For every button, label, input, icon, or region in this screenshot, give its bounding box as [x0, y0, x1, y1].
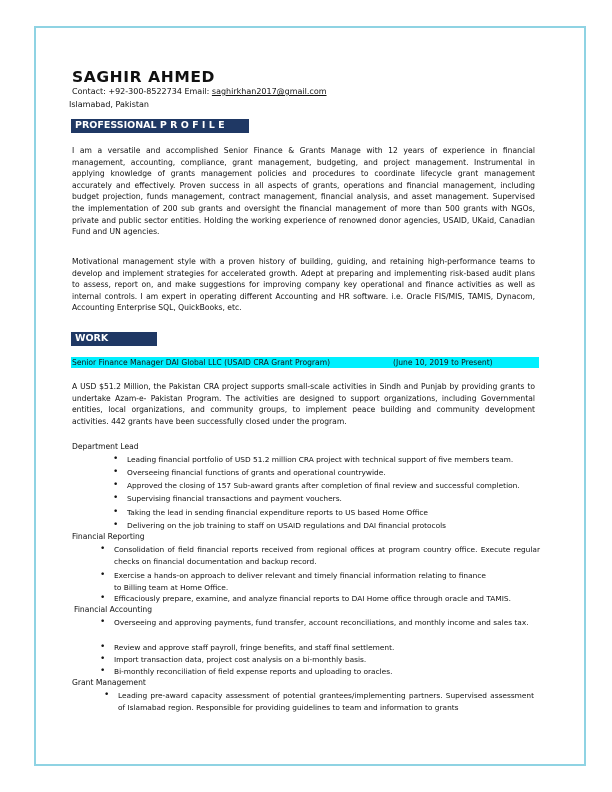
- candidate-name: SAGHIR AHMED: [72, 68, 215, 86]
- job-title-bar: [71, 357, 539, 368]
- list-item: • Import transaction data, project cost analysis on a bi-monthly basis.: [114, 654, 540, 666]
- list-item: • Exercise a hands-on approach to deliver relevant and timely financial information relating to finance to Billing team at Home Office.: [114, 570, 494, 593]
- list-item: • Approved the closing of 157 Sub-award grants after completion of final review and successful completion.: [127, 480, 547, 492]
- financial-reporting-label: Financial Reporting: [72, 532, 145, 541]
- list-item: • Delivering on the job training to staff on USAID regulations and DAI financial protocols: [127, 520, 537, 532]
- list-item: • Supervising financial transactions and payment vouchers.: [127, 493, 537, 505]
- department-lead-label: Department Lead: [72, 442, 139, 451]
- list-item: • Efficaciously prepare, examine, and analyze financial reports to DAI Home office through oracle and TAMIS.: [114, 593, 540, 605]
- job-summary: A USD $51.2 Million, the Pakistan CRA project supports small-scale activities in Sindh and Punjab by providing grants to undertake Azam-e- Pakistan Program. The activities are designed to support organizations, including Governmental entities, local organizations, and community groups, to implement peace building and community development activities. 442 grants have been successfully closed under the program.: [72, 382, 535, 426]
- profile-heading: PROFESSIONAL P R O F I L E: [71, 119, 249, 133]
- work-history-heading: WORK HISTORY: [71, 332, 157, 346]
- location: Islamabad, Pakistan: [69, 100, 149, 109]
- contact-phone: Contact: +92-300-8522734 Email:: [72, 87, 212, 96]
- contact-line: [72, 87, 327, 96]
- list-item: • Taking the lead in sending financial expenditure reports to US based Home Office: [127, 507, 537, 519]
- grant-management-label: Grant Management: [72, 678, 146, 687]
- list-item: • Leading financial portfolio of USD 51.2 million CRA project with technical support of five members team.: [127, 454, 537, 466]
- job-title: Senior Finance Manager DAI Global LLC (USAID CRA Grant Program): [72, 358, 331, 367]
- job-dates: (June 10, 2019 to Present): [393, 358, 493, 367]
- list-item: • Overseeing financial functions of grants and operational countrywide.: [127, 467, 537, 479]
- list-item: • Overseeing and approving payments, fund transfer, account reconciliations, and monthly income and sales tax.: [114, 617, 540, 629]
- email-link[interactable]: saghirkhan2017@gmail.com: [211, 87, 327, 96]
- financial-accounting-label: Financial Accounting: [74, 605, 153, 614]
- list-item: • Review and approve staff payroll, fringe benefits, and staff final settlement.: [114, 642, 540, 654]
- list-item: • Bi-monthly reconciliation of field expense reports and uploading to oracles.: [114, 666, 540, 678]
- profile-paragraph-2: Motivational management style with a proven history of building, guiding, and retaining high-performance teams to develop and implement strategies for accelerated growth. Adept at preparing and implementing risk-based audit plans to assess, report on, and make suggestions for improving company key operational and finance activities as well as internal controls. I am expert in operating different Accounting and HR software. i.e. Oracle FIS/MIS, TAMIS, Dynacom, Accounting Enterprise SQL, QuickBooks, etc.: [72, 257, 535, 313]
- list-item: • Leading pre-award capacity assessment of potential grantees/implementing partners. Supervised assessment of Islamabad region. Responsible for providing guidelines to team and information to grants: [118, 690, 534, 713]
- list-item: • Consolidation of field financial reports received from regional offices at program country office. Execute regular checks on financial documentation and backup record.: [114, 544, 540, 567]
- profile-paragraph-1: I am a versatile and accomplished Senior Finance & Grants Manage with 12 years of experience in financial management, accounting, compliance, grant management, budgeting, and project management. Instrumental in applying knowledge of grants management policies and procedures to coordinate lifecycle grant management accurately and effectively. Proven success in all aspects of grants, operations and financial management, including budget projection, funds management, contract management, financial analysis, and asset management. Supervised the implementation of 200 sub grants and oversight the financial management of more than 500 grants with NGOs, private and public sector entities. Holding the working experience of renowned donor agencies, USAID, UKaid, Canadian Fund and UN agencies.: [72, 146, 535, 237]
